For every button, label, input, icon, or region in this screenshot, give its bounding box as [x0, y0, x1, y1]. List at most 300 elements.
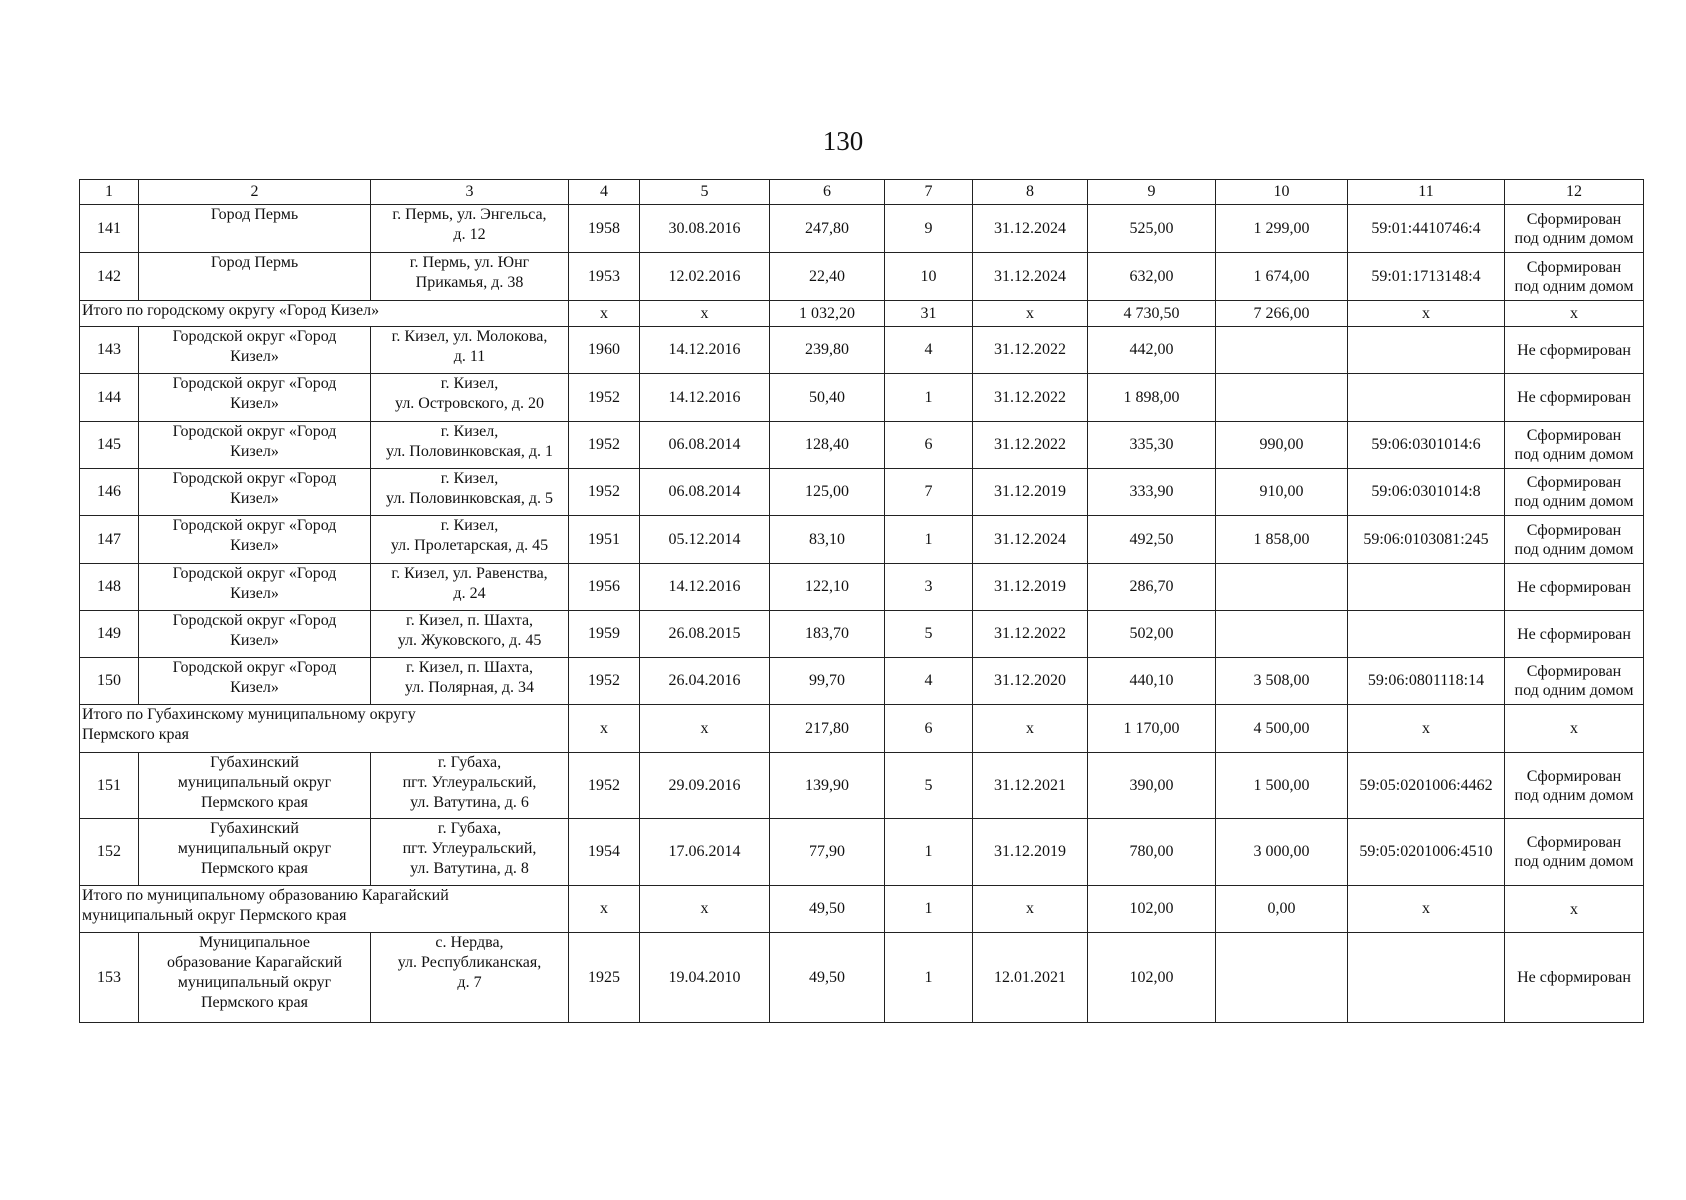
housing-registry-table: [79, 179, 1644, 1023]
cadastral-number: 59:01:1713148:4: [1348, 253, 1505, 301]
recognition-date: 17.06.2014: [640, 819, 770, 886]
area: 49,50: [770, 886, 885, 933]
value-col-10: [1216, 933, 1348, 1023]
cell-line: Городской округ «Город: [172, 659, 337, 676]
residents: 7: [885, 469, 973, 516]
residents: 1: [885, 886, 973, 933]
cell-line: ул. Половинковская, д. 1: [386, 443, 553, 460]
total-row: [80, 886, 1644, 933]
recognition-date: 29.09.2016: [640, 753, 770, 819]
column-header: 9: [1088, 180, 1216, 205]
municipality: [139, 422, 371, 469]
deadline: 31.12.2019: [973, 469, 1088, 516]
cell-line: Сформирован: [1526, 474, 1622, 491]
value-col-9: 333,90: [1088, 469, 1216, 516]
cadastral-number: 59:05:0201006:4510: [1348, 819, 1505, 886]
table-row: [80, 469, 1644, 516]
area: 183,70: [770, 611, 885, 658]
cell-line: г. Кизел, п. Шахта,: [405, 612, 534, 629]
cell-line: Сформирован: [1526, 767, 1622, 785]
cell-line: Кизел»: [230, 395, 279, 412]
year-built: 1952: [569, 422, 640, 469]
year-built: 1953: [569, 253, 640, 301]
column-header: 8: [973, 180, 1088, 205]
cell-line: пгт. Углеуральский,: [402, 774, 537, 791]
cell-line: под одним домом: [1514, 682, 1634, 699]
municipality: [139, 469, 371, 516]
value-col-9: 440,10: [1088, 658, 1216, 705]
area: 50,40: [770, 374, 885, 422]
deadline: 31.12.2024: [973, 516, 1088, 564]
year-built: 1951: [569, 516, 640, 564]
year-built: 1925: [569, 933, 640, 1023]
municipality: [139, 374, 371, 422]
municipality: [139, 658, 371, 705]
plot-status: [1505, 933, 1644, 1023]
area: 22,40: [770, 253, 885, 301]
table-row: [80, 327, 1644, 374]
area: 125,00: [770, 469, 885, 516]
value-col-9: 1 898,00: [1088, 374, 1216, 422]
cell-line: ул. Островского, д. 20: [395, 395, 544, 412]
value-col-10: 3 508,00: [1216, 658, 1348, 705]
plot-status: [1505, 658, 1644, 705]
deadline: 31.12.2021: [973, 753, 1088, 819]
cell-line: Не сформирован: [1517, 578, 1631, 596]
cell-line: г. Кизел,: [440, 517, 499, 534]
plot-status: [1505, 516, 1644, 564]
year-built: 1952: [569, 753, 640, 819]
municipality: [139, 564, 371, 611]
cadastral-number: 59:06:0301014:6: [1348, 422, 1505, 469]
cell-line: Сформирован: [1526, 521, 1622, 539]
cell-line: д. 11: [453, 348, 486, 365]
cell-line: Кизел»: [230, 348, 279, 365]
column-header-row: [80, 180, 1644, 205]
year-built: 1952: [569, 469, 640, 516]
year-built: x: [569, 705, 640, 753]
cadastral-number: x: [1348, 705, 1505, 753]
table-row: [80, 564, 1644, 611]
value-col-10: 7 266,00: [1216, 301, 1348, 327]
address: [371, 469, 569, 516]
recognition-date: x: [640, 301, 770, 327]
cell-line: г. Пермь, ул. Юнг: [409, 254, 530, 271]
cell-line: ул. Пролетарская, д. 45: [390, 537, 549, 554]
municipality: [139, 516, 371, 564]
cell-line: под одним домом: [1514, 853, 1634, 870]
row-number: 152: [80, 819, 139, 886]
deadline: 31.12.2022: [973, 611, 1088, 658]
column-header: 2: [139, 180, 371, 205]
cell-line: под одним домом: [1514, 786, 1634, 804]
residents: 6: [885, 705, 973, 753]
address: [371, 933, 569, 1023]
cadastral-number: 59:06:0801118:14: [1348, 658, 1505, 705]
cell-line: д. 7: [457, 974, 482, 991]
column-header: 4: [569, 180, 640, 205]
cell-line: Не сформирован: [1517, 389, 1631, 406]
value-col-10: 1 299,00: [1216, 205, 1348, 253]
plot-status: x: [1505, 705, 1644, 753]
cell-line: Не сформирован: [1517, 969, 1631, 986]
cell-line: ул. Республиканская,: [397, 954, 542, 971]
residents: 5: [885, 753, 973, 819]
value-col-10: [1216, 564, 1348, 611]
cell-line: ул. Полярная, д. 34: [404, 679, 535, 696]
cell-line: под одним домом: [1514, 540, 1634, 558]
column-header: 6: [770, 180, 885, 205]
year-built: 1956: [569, 564, 640, 611]
value-col-10: [1216, 374, 1348, 422]
plot-status: [1505, 422, 1644, 469]
address: [371, 327, 569, 374]
cell-line: Пермского края: [201, 794, 308, 811]
cell-line: Кизел»: [230, 537, 279, 554]
row-number: 148: [80, 564, 139, 611]
cell-line: Городской округ «Город: [172, 328, 337, 345]
cell-line: Городской округ «Город: [172, 612, 337, 629]
value-col-9: 780,00: [1088, 819, 1216, 886]
deadline: 31.12.2019: [973, 564, 1088, 611]
row-number: 142: [80, 253, 139, 301]
year-built: 1960: [569, 327, 640, 374]
recognition-date: 26.08.2015: [640, 611, 770, 658]
plot-status: [1505, 753, 1644, 819]
cell-line: под одним домом: [1514, 493, 1634, 510]
value-col-9: 102,00: [1088, 886, 1216, 933]
cell-line: под одним домом: [1514, 277, 1634, 295]
value-col-9: 102,00: [1088, 933, 1216, 1023]
cell-line: Прикамья, д. 38: [415, 274, 524, 291]
municipality: [139, 933, 371, 1023]
deadline: 31.12.2020: [973, 658, 1088, 705]
cadastral-number: [1348, 327, 1505, 374]
plot-status: [1505, 253, 1644, 301]
cadastral-number: x: [1348, 886, 1505, 933]
total-label: [80, 705, 569, 753]
cell-line: г. Губаха,: [437, 820, 502, 837]
plot-status: [1505, 374, 1644, 422]
year-built: 1958: [569, 205, 640, 253]
area: 83,10: [770, 516, 885, 564]
table-row: [80, 205, 1644, 253]
residents: 1: [885, 819, 973, 886]
cell-line: Кизел»: [230, 679, 279, 696]
table-row: [80, 422, 1644, 469]
cadastral-number: 59:01:4410746:4: [1348, 205, 1505, 253]
cell-line: Кизел»: [230, 443, 279, 460]
year-built: x: [569, 301, 640, 327]
value-col-10: 0,00: [1216, 886, 1348, 933]
cell-line: муниципальный округ Пермского края: [82, 907, 347, 924]
value-col-10: [1216, 327, 1348, 374]
deadline: 31.12.2022: [973, 327, 1088, 374]
recognition-date: x: [640, 886, 770, 933]
recognition-date: 30.08.2016: [640, 205, 770, 253]
cell-line: Не сформирован: [1517, 341, 1631, 359]
row-number: 141: [80, 205, 139, 253]
table-row: [80, 516, 1644, 564]
column-header: 11: [1348, 180, 1505, 205]
recognition-date: 26.04.2016: [640, 658, 770, 705]
value-col-9: 286,70: [1088, 564, 1216, 611]
cell-line: Сформирован: [1526, 258, 1622, 276]
cell-line: Городской округ «Город: [172, 565, 337, 582]
residents: 4: [885, 658, 973, 705]
table-row: [80, 374, 1644, 422]
area: 1 032,20: [770, 301, 885, 327]
residents: 31: [885, 301, 973, 327]
municipality: [139, 253, 371, 301]
year-built: 1952: [569, 374, 640, 422]
year-built: 1954: [569, 819, 640, 886]
value-col-9: 632,00: [1088, 253, 1216, 301]
area: 217,80: [770, 705, 885, 753]
deadline: 12.01.2021: [973, 933, 1088, 1023]
cell-line: под одним домом: [1514, 229, 1634, 247]
row-number: 153: [80, 933, 139, 1023]
residents: 1: [885, 516, 973, 564]
value-col-9: 4 730,50: [1088, 301, 1216, 327]
row-number: 149: [80, 611, 139, 658]
plot-status: [1505, 564, 1644, 611]
cell-line: Городской округ «Город: [172, 375, 337, 392]
deadline: 31.12.2024: [973, 253, 1088, 301]
residents: 1: [885, 933, 973, 1023]
row-number: 150: [80, 658, 139, 705]
year-built: x: [569, 886, 640, 933]
row-number: 151: [80, 753, 139, 819]
cadastral-number: x: [1348, 301, 1505, 327]
cadastral-number: 59:06:0301014:8: [1348, 469, 1505, 516]
cell-line: пгт. Углеуральский,: [402, 840, 537, 857]
address: [371, 253, 569, 301]
deadline: 31.12.2022: [973, 422, 1088, 469]
cell-line: Пермского края: [201, 994, 308, 1011]
cell-line: под одним домом: [1514, 446, 1634, 463]
cell-line: Не сформирован: [1517, 625, 1631, 643]
area: 128,40: [770, 422, 885, 469]
cell-line: Сформирован: [1526, 663, 1622, 680]
table-row: [80, 753, 1644, 819]
cadastral-number: [1348, 611, 1505, 658]
plot-status: [1505, 469, 1644, 516]
cell-line: Сформирован: [1526, 834, 1622, 851]
cell-line: Город Пермь: [210, 206, 299, 223]
deadline: x: [973, 705, 1088, 753]
address: [371, 422, 569, 469]
row-number: 147: [80, 516, 139, 564]
plot-status: x: [1505, 301, 1644, 327]
column-header: 12: [1505, 180, 1644, 205]
recognition-date: 06.08.2014: [640, 469, 770, 516]
cell-line: Итого по муниципальному образованию Карагайский: [82, 887, 449, 904]
area: 239,80: [770, 327, 885, 374]
cell-line: г. Кизел, ул. Равенства,: [391, 565, 548, 582]
cell-line: Муниципальное: [198, 934, 311, 951]
cell-line: Губахинский: [210, 820, 299, 837]
value-col-10: 910,00: [1216, 469, 1348, 516]
row-number: 143: [80, 327, 139, 374]
value-col-9: 390,00: [1088, 753, 1216, 819]
column-header: 1: [80, 180, 139, 205]
deadline: 31.12.2024: [973, 205, 1088, 253]
address: [371, 564, 569, 611]
value-col-10: 1 674,00: [1216, 253, 1348, 301]
municipality: [139, 753, 371, 819]
year-built: 1952: [569, 658, 640, 705]
cell-line: г. Кизел, ул. Молокова,: [391, 328, 548, 345]
address: [371, 753, 569, 819]
address: [371, 611, 569, 658]
area: 247,80: [770, 205, 885, 253]
cell-line: Сформирован: [1526, 427, 1622, 444]
residents: 10: [885, 253, 973, 301]
total-row: [80, 301, 1644, 327]
recognition-date: 14.12.2016: [640, 564, 770, 611]
value-col-10: 1 858,00: [1216, 516, 1348, 564]
cell-line: г. Кизел,: [440, 470, 499, 487]
cell-line: Городской округ «Город: [172, 423, 337, 440]
cell-line: муниципальный округ: [177, 974, 332, 991]
value-col-10: [1216, 611, 1348, 658]
page-number: 130: [822, 126, 864, 156]
cell-line: Сформирован: [1526, 210, 1622, 228]
column-header: 3: [371, 180, 569, 205]
address: [371, 516, 569, 564]
table-row: [80, 933, 1644, 1023]
year-built: 1959: [569, 611, 640, 658]
plot-status: [1505, 205, 1644, 253]
cell-line: д. 24: [453, 585, 486, 602]
value-col-9: 502,00: [1088, 611, 1216, 658]
residents: 5: [885, 611, 973, 658]
value-col-9: 335,30: [1088, 422, 1216, 469]
address: [371, 374, 569, 422]
column-header: 10: [1216, 180, 1348, 205]
address: [371, 205, 569, 253]
table-row: [80, 253, 1644, 301]
cell-line: г. Пермь, ул. Энгельса,: [392, 206, 547, 223]
deadline: x: [973, 886, 1088, 933]
cell-line: Городской округ «Город: [172, 517, 337, 534]
cell-line: г. Кизел,: [440, 423, 499, 440]
cell-line: ул. Жуковского, д. 45: [397, 632, 542, 649]
cell-line: муниципальный округ: [177, 840, 332, 857]
cell-line: Итого по городскому округу «Город Кизел»: [82, 302, 380, 319]
plot-status: [1505, 327, 1644, 374]
total-label: [80, 301, 569, 327]
total-row: [80, 705, 1644, 753]
recognition-date: 06.08.2014: [640, 422, 770, 469]
cell-line: Итого по Губахинскому муниципальному округу: [82, 706, 416, 723]
cell-line: ул. Ватутина, д. 6: [410, 794, 529, 811]
deadline: x: [973, 301, 1088, 327]
cell-line: ул. Половинковская, д. 5: [386, 490, 553, 507]
recognition-date: 12.02.2016: [640, 253, 770, 301]
cell-line: г. Кизел,: [440, 375, 499, 392]
value-col-10: 4 500,00: [1216, 705, 1348, 753]
municipality: [139, 819, 371, 886]
cadastral-number: [1348, 933, 1505, 1023]
municipality: [139, 327, 371, 374]
cadastral-number: [1348, 374, 1505, 422]
residents: 4: [885, 327, 973, 374]
cadastral-number: [1348, 564, 1505, 611]
deadline: 31.12.2022: [973, 374, 1088, 422]
cell-line: д. 12: [453, 226, 486, 243]
cell-line: образование Карагайский: [166, 954, 343, 971]
table-row: [80, 658, 1644, 705]
total-label: [80, 886, 569, 933]
cell-line: г. Кизел, п. Шахта,: [405, 659, 534, 676]
cell-line: Губахинский: [210, 754, 299, 771]
value-col-10: 990,00: [1216, 422, 1348, 469]
column-header: 5: [640, 180, 770, 205]
cell-line: Кизел»: [230, 585, 279, 602]
value-col-9: 492,50: [1088, 516, 1216, 564]
area: 122,10: [770, 564, 885, 611]
value-col-9: 442,00: [1088, 327, 1216, 374]
recognition-date: 19.04.2010: [640, 933, 770, 1023]
cell-line: с. Нердва,: [435, 934, 504, 951]
municipality: [139, 611, 371, 658]
recognition-date: 14.12.2016: [640, 374, 770, 422]
recognition-date: x: [640, 705, 770, 753]
value-col-10: 1 500,00: [1216, 753, 1348, 819]
plot-status: x: [1505, 886, 1644, 933]
value-col-10: 3 000,00: [1216, 819, 1348, 886]
area: 99,70: [770, 658, 885, 705]
address: [371, 658, 569, 705]
table-row: [80, 611, 1644, 658]
cadastral-number: 59:06:0103081:245: [1348, 516, 1505, 564]
recognition-date: 05.12.2014: [640, 516, 770, 564]
municipality: [139, 205, 371, 253]
recognition-date: 14.12.2016: [640, 327, 770, 374]
residents: 6: [885, 422, 973, 469]
cell-line: Пермского края: [82, 726, 189, 743]
row-number: 144: [80, 374, 139, 422]
cell-line: Кизел»: [230, 490, 279, 507]
area: 49,50: [770, 933, 885, 1023]
row-number: 146: [80, 469, 139, 516]
residents: 1: [885, 374, 973, 422]
cell-line: Городской округ «Город: [172, 470, 337, 487]
cell-line: г. Губаха,: [437, 754, 502, 771]
column-header: 7: [885, 180, 973, 205]
cell-line: Город Пермь: [210, 254, 299, 271]
area: 139,90: [770, 753, 885, 819]
plot-status: [1505, 819, 1644, 886]
deadline: 31.12.2019: [973, 819, 1088, 886]
plot-status: [1505, 611, 1644, 658]
residents: 9: [885, 205, 973, 253]
cell-line: ул. Ватутина, д. 8: [410, 860, 529, 877]
cell-line: муниципальный округ: [177, 774, 332, 791]
value-col-9: 525,00: [1088, 205, 1216, 253]
cell-line: Кизел»: [230, 632, 279, 649]
area: 77,90: [770, 819, 885, 886]
cadastral-number: 59:05:0201006:4462: [1348, 753, 1505, 819]
address: [371, 819, 569, 886]
cell-line: Пермского края: [201, 860, 308, 877]
row-number: 145: [80, 422, 139, 469]
value-col-9: 1 170,00: [1088, 705, 1216, 753]
residents: 3: [885, 564, 973, 611]
table-row: [80, 819, 1644, 886]
